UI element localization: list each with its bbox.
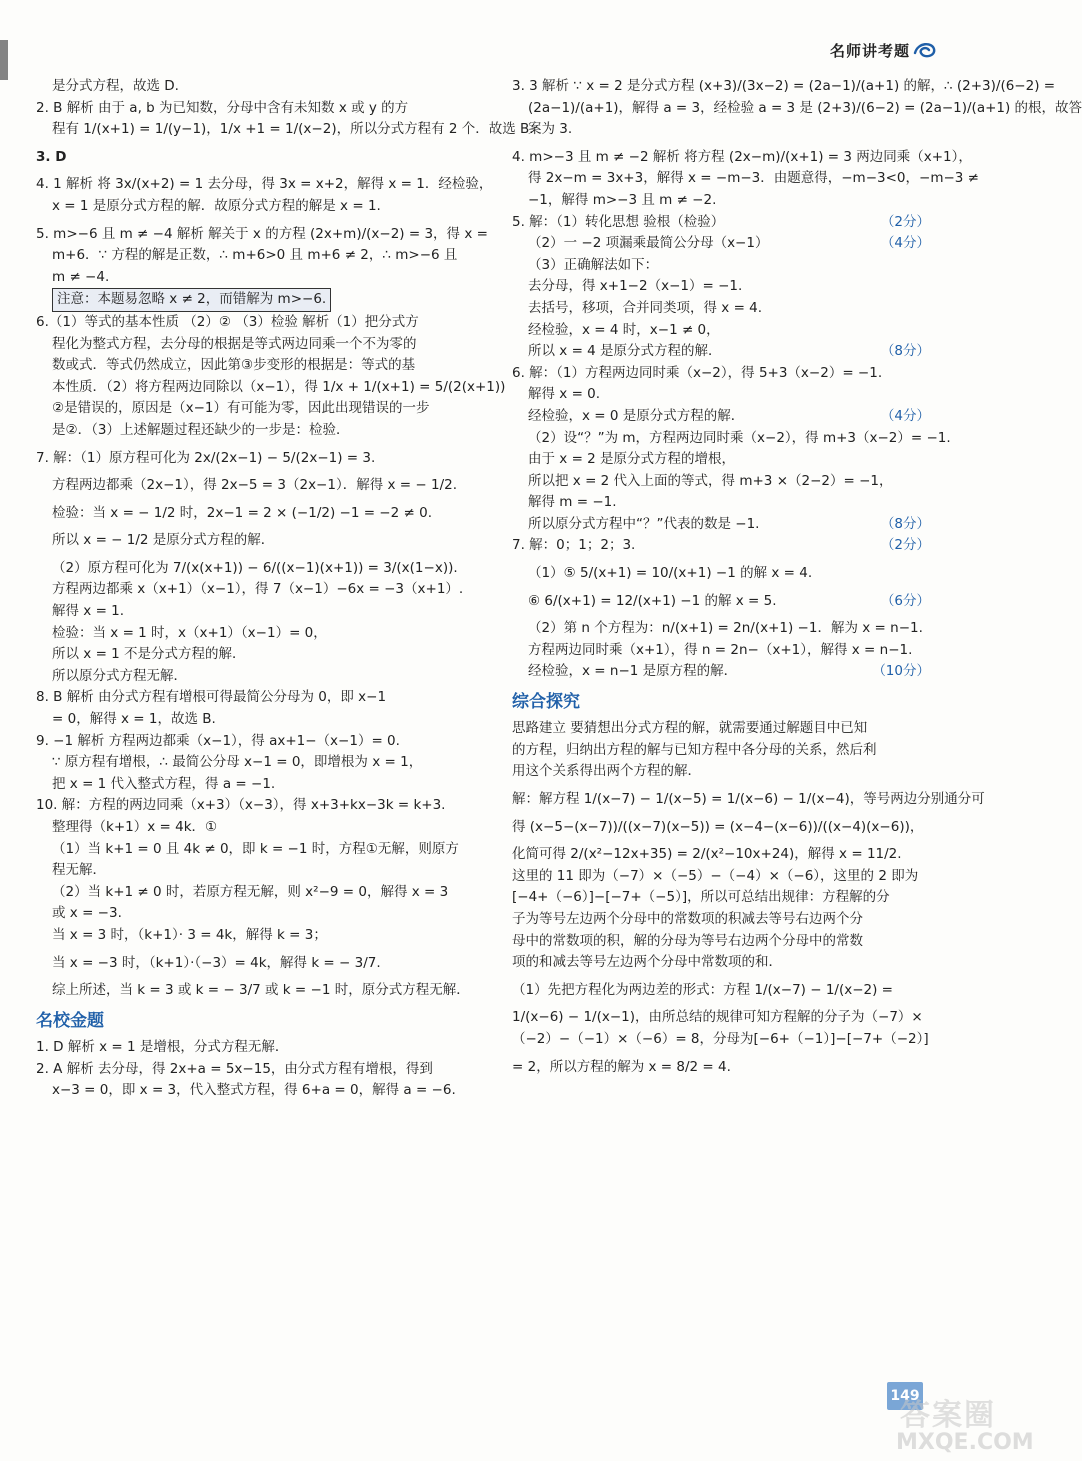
answer-line: 解得 m = −1. — [528, 494, 617, 511]
answer-line: 所以把 x = 2 代入上面的等式，得 m+3 ×（2−2）= −1， — [528, 472, 893, 489]
note-box: 注意：本题易忽略 x ≠ 2，而错解为 m>−6. — [52, 288, 331, 312]
answer-line: 去分母，得 x+1−2（x−1）= −1. — [528, 278, 743, 295]
answer-line: (2a−1)/(a+1)，解得 a = 3，经检验 a = 3 是 (2+3)/(6−2) = (2a−1)/(a+1) 的根，故答 — [528, 99, 1082, 116]
answer-line: 程无解． — [52, 862, 106, 879]
watermark-url: MXQE.COM — [896, 1430, 1034, 1455]
answer-line: 经检验，x = 0 是原分式方程的解． — [528, 407, 745, 424]
answer-line: 综上所述，当 k = 3 或 k = − 3/7 或 k = −1 时，原分式方程无解． — [52, 982, 470, 999]
answer-line: [−4+（−6）]−[−7+（−5）]，所以可总结出规律：方程解的分 — [512, 889, 890, 906]
answer-line: 案为 3. — [528, 121, 573, 138]
answer-line: （1）⑤ 5/(x+1) = 10/(x+1) −1 的解 x = 4. — [528, 565, 813, 582]
answer-line: 当 x = −3 时，（k+1）·（−3）= 4k，解得 k = − 3/7. — [52, 954, 381, 971]
answer-line: m+6．∵ 方程的解是正数，∴ m+6>0 且 m+6 ≠ 2，∴ m>−6 且 — [52, 247, 458, 264]
answer-line: = 2，所以方程的解为 x = 8/2 = 4. — [512, 1058, 731, 1075]
answer-line: 本性质．（2）将方程两边同除以（x−1），得 1/x + 1/(x+1) = 5/(2(x+1)) — [52, 378, 506, 395]
answer-line: 方程两边都乘 x（x+1）（x−1），得 7（x−1）−6x = −3（x+1）. — [52, 581, 464, 598]
answer-line: 程有 1/(x+1) = 1/(y−1)，1/x +1 = 1/(x−2)，所以分式方程有 2 个．故选 B. — [52, 121, 534, 138]
score-mark: （2分） — [880, 213, 930, 230]
answer-line: 去括号，移项，合并同类项，得 x = 4. — [528, 299, 763, 316]
answer-line: ②是错误的，原因是（x−1）有可能为零，因此出现错误的一步 — [52, 400, 430, 417]
answer-line: 5. m>−6 且 m ≠ −4 解析 解关于 x 的方程 (2x+m)/(x−2) = 3，得 x = — [36, 225, 488, 242]
answer-line: ∵ 原方程有增根，∴ 最简公分母 x−1 = 0，即增根为 x = 1， — [52, 754, 423, 771]
answer-line: 得 (x−5−(x−7))/((x−7)(x−5)) = (x−4−(x−6))/((x−4)(x−6))， — [512, 818, 924, 835]
answer-line: 子为等号左边两个分母中的常数项的积减去等号右边两个分 — [512, 910, 863, 927]
answer-line: 8. B 解析 由分式方程有增根可得最简公分母为 0，即 x−1 — [36, 689, 387, 706]
answer-line: 所以 x = − 1/2 是原分式方程的解． — [52, 532, 275, 549]
answer-line: 解得 x = 0. — [528, 386, 601, 403]
page-edge-mark — [0, 40, 8, 80]
answer-line: 母中的常数项的积，解的分母为等号右边两个分母中的常数 — [512, 932, 863, 949]
answer-line: 4. 1 解析 将 3x/(x+2) = 1 去分母，得 3x = x+2，解得 x = 1．经检验， — [36, 176, 493, 193]
answer-line: 3. D — [36, 148, 67, 165]
answer-line: 10. 解：方程的两边同乘（x+3）（x−3），得 x+3+kx−3k = k+3. — [36, 797, 446, 814]
answer-line: （3）正确解法如下： — [528, 256, 659, 273]
answer-line: 9. −1 解析 方程两边都乘（x−1），得 ax+1−（x−1）= 0. — [36, 732, 400, 749]
answer-line: 4. m>−3 且 m ≠ −2 解析 将方程 (2x−m)/(x+1) = 3 两边同乘（x+1）， — [512, 148, 972, 165]
answer-line: ⑥ 6/(x+1) = 12/(x+1) −1 的解 x = 5. — [528, 592, 777, 609]
answer-line: （2）一 −2 项漏乘最简公分母（x−1） — [528, 235, 769, 252]
answer-line: 项的和减去等号左边两个分母中常数项的和． — [512, 954, 782, 971]
answer-line: 经检验，x = n−1 是原方程的解． — [528, 663, 738, 680]
answer-line: （2）原方程可化为 7/(x(x+1)) − 6/((x−1)(x+1)) = 3/(x(1−x)). — [52, 559, 458, 576]
answer-line: （−2）−（−1）×（−6）= 8，分母为[−6+（−1）]−[−7+（−2）] — [512, 1030, 929, 1047]
section-heading: 综合探究 — [512, 692, 580, 713]
swirl-logo-icon — [912, 38, 938, 62]
section-heading: 名校金题 — [36, 1010, 104, 1031]
answer-line: （2）设“？”为 m，方程两边同时乘（x−2），得 m+3（x−2）= −1. — [528, 429, 951, 446]
answer-line: 所以 x = 1 不是分式方程的解． — [52, 646, 246, 663]
watermark-logo: 答案圈 — [900, 1398, 996, 1433]
answer-line: 6.（1）等式的基本性质 （2）② （3）检验 解析（1）把分式方 — [36, 313, 419, 330]
answer-line: 得 2x−m = 3x+3，解得 x = −m−3．由题意得，−m−3<0，−m−3 ≠ — [528, 170, 979, 187]
answer-line: 的方程，归纳出方程的解与已知方程中各分母的关系，然后利 — [512, 741, 877, 758]
answer-line: x = 1 是原分式方程的解．故原分式方程的解是 x = 1. — [52, 197, 381, 214]
answer-line: 所以原分式方程无解． — [52, 667, 187, 684]
answer-line: 化简可得 2/(x²−12x+35) = 2/(x²−10x+24)，解得 x = 11/2. — [512, 846, 902, 863]
answer-line: 3. 3 解析 ∵ x = 2 是分式方程 (x+3)/(3x−2) = (2a−1)/(a+1) 的解，∴ (2+3)/(6−2) = — [512, 78, 1056, 94]
answer-line: 所以 x = 4 是原分式方程的解． — [528, 343, 722, 360]
answer-line: 是分式方程，故选 D. — [52, 78, 179, 94]
page-number: 149 — [887, 1382, 923, 1410]
answer-line: 解得 x = 1. — [52, 603, 125, 620]
answer-line: 7. 解：（1）原方程可化为 2x/(2x−1) − 5/(2x−1) = 3. — [36, 449, 376, 466]
left-column — [36, 76, 534, 1102]
score-mark: （8分） — [880, 343, 930, 360]
answer-line: 是②．（3）上述解题过程还缺少的一步是：检验． — [52, 421, 350, 438]
answer-line: 思路建立 要猜想出分式方程的解，就需要通过解题目中已知 — [512, 720, 868, 737]
answer-line: 解：解方程 1/(x−7) − 1/(x−5) = 1/(x−6) − 1/(x−4)，等号两边分别通分可 — [512, 791, 985, 807]
answer-line: 方程两边都乘（2x−1），得 2x−5 = 3（2x−1）．解得 x = − 1/2. — [52, 477, 458, 494]
answer-line: 由于 x = 2 是原分式方程的增根， — [528, 451, 736, 468]
answer-line: （2）第 n 个方程为：n/(x+1) = 2n/(x+1) −1．解为 x = n−1. — [528, 620, 923, 637]
answer-line: 或 x = −3. — [52, 905, 122, 922]
page-header-title: 名师讲考题 — [829, 42, 910, 60]
answer-line: 这里的 11 即为（−7）×（−5）−（−4）×（−6），这里的 2 即为 — [512, 867, 919, 884]
answer-line: 把 x = 1 代入整式方程，得 a = −1. — [52, 775, 276, 792]
answer-line: （1）先把方程化为两边差的形式：方程 1/(x−7) − 1/(x−2) = — [512, 981, 893, 998]
answer-line: 6. 解：（1）方程两边同时乘（x−2），得 5+3（x−2）= −1. — [512, 364, 883, 381]
answer-line: 检验：当 x = − 1/2 时，2x−1 = 2 × (−1/2) −1 = −2 ≠ 0. — [52, 504, 432, 521]
score-mark: （4分） — [880, 407, 930, 424]
answer-line: x−3 = 0，即 x = 3，代入整式方程，得 6+a = 0，解得 a = −6. — [52, 1082, 456, 1099]
answer-line: 经检验，x = 4 时，x−1 ≠ 0， — [528, 321, 720, 338]
score-mark: （4分） — [880, 235, 930, 252]
answer-line: 程化为整式方程，去分母的根据是等式两边同乘一个不为零的 — [52, 335, 417, 352]
answer-line: 5. 解：（1）转化思想 验根（检验） — [512, 213, 725, 230]
score-mark: （6分） — [880, 592, 930, 609]
score-mark: （10分） — [872, 663, 930, 680]
answer-line: = 0，解得 x = 1，故选 B. — [52, 711, 216, 728]
answer-line: 数或式．等式仍然成立，因此第③步变形的根据是：等式的基 — [52, 357, 416, 374]
answer-line: 当 x = 3 时，（k+1）· 3 = 4k，解得 k = 3； — [52, 926, 327, 943]
answer-line: 2. B 解析 由于 a, b 为已知数，分母中含有未知数 x 或 y 的方 — [36, 99, 409, 116]
score-mark: （8分） — [880, 515, 930, 532]
answer-line: 检验：当 x = 1 时，x（x+1）（x−1）= 0， — [52, 624, 327, 641]
right-column — [512, 76, 1082, 1078]
answer-line: （1）当 k+1 = 0 且 4k ≠ 0，即 k = −1 时，方程①无解，则原方 — [52, 840, 459, 857]
answer-line: 方程两边同时乘（x+1），得 n = 2n−（x+1），解得 x = n−1. — [528, 641, 913, 658]
answer-line: 所以原分式方程中“？”代表的数是 −1. — [528, 515, 760, 532]
score-mark: （2分） — [880, 537, 930, 554]
answer-line: （2）当 k+1 ≠ 0 时，若原方程无解，则 x²−9 = 0，解得 x = 3 — [52, 883, 449, 900]
answer-line: 7. 解：0；1；2；3. — [512, 537, 636, 554]
answer-line: 2. A 解析 去分母，得 2x+a = 5x−15，由分式方程有增根，得到 — [36, 1060, 433, 1077]
answer-line: 整理得（k+1）x = 4k．① — [52, 819, 218, 835]
answer-line: 1/(x−6) − 1/(x−1)，由所总结的规律可知方程解的分子为（−7）× — [512, 1009, 923, 1026]
answer-line: −1，解得 m>−3 且 m ≠ −2. — [528, 191, 717, 208]
answer-line: m ≠ −4. — [52, 268, 110, 285]
answer-line: 用这个关系得出两个方程的解． — [512, 763, 701, 780]
answer-line: 1. D 解析 x = 1 是增根，分式方程无解． — [36, 1038, 289, 1055]
